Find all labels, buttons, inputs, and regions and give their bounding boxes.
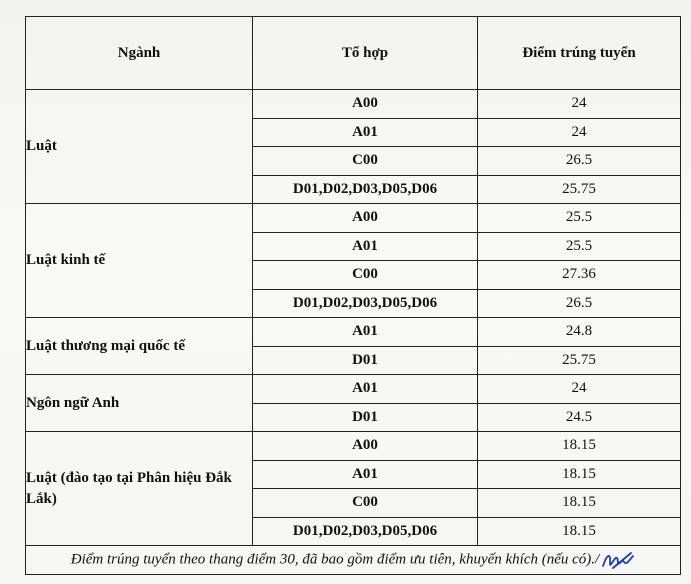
combo-cell: A00 — [253, 432, 478, 461]
table-row — [26, 375, 681, 404]
signature-mark-icon — [601, 550, 635, 570]
score-cell: 18.15 — [478, 460, 681, 489]
combo-cell: D01,D02,D03,D05,D06 — [253, 289, 478, 318]
combo-cell: A01 — [253, 232, 478, 261]
score-cell: 25.5 — [478, 204, 681, 233]
major-cell: Luật — [26, 90, 253, 204]
combo-cell: C00 — [253, 489, 478, 518]
major-cell: Luật (đào tạo tại Phân hiệu Đắk Lắk) — [26, 432, 253, 546]
combo-cell: C00 — [253, 147, 478, 176]
combo-cell: A00 — [253, 90, 478, 119]
major-cell: Ngôn ngữ Anh — [26, 375, 253, 432]
score-cell: 26.5 — [478, 147, 681, 176]
header-combo: Tổ hợp — [253, 17, 478, 90]
admission-score-table — [25, 16, 681, 575]
combo-cell: D01,D02,D03,D05,D06 — [253, 175, 478, 204]
combo-cell: C00 — [253, 261, 478, 290]
combo-cell: D01 — [253, 346, 478, 375]
combo-cell: A01 — [253, 118, 478, 147]
footnote-row — [26, 546, 681, 575]
score-cell: 26.5 — [478, 289, 681, 318]
header-major: Ngành — [26, 17, 253, 90]
table-body — [26, 90, 681, 575]
score-cell: 25.75 — [478, 175, 681, 204]
major-cell: Luật thương mại quốc tế — [26, 318, 253, 375]
footnote-text: Điểm trúng tuyển theo thang điểm 30, đã bao gồm điểm ưu tiên, khuyến khích (nếu có)./ — [70, 551, 600, 568]
score-cell: 18.15 — [478, 517, 681, 546]
combo-cell: A00 — [253, 204, 478, 233]
table-header-row — [26, 17, 681, 90]
major-cell: Luật kinh tế — [26, 204, 253, 318]
footnote-cell — [26, 546, 681, 575]
table-row — [26, 318, 681, 347]
table-row — [26, 90, 681, 119]
table-row — [26, 432, 681, 461]
combo-cell: A01 — [253, 460, 478, 489]
score-cell: 18.15 — [478, 432, 681, 461]
score-cell: 24 — [478, 375, 681, 404]
header-score: Điểm trúng tuyển — [478, 17, 681, 90]
score-cell: 24.5 — [478, 403, 681, 432]
combo-cell: D01 — [253, 403, 478, 432]
combo-cell: D01,D02,D03,D05,D06 — [253, 517, 478, 546]
table-row — [26, 204, 681, 233]
score-cell: 25.5 — [478, 232, 681, 261]
combo-cell: A01 — [253, 375, 478, 404]
score-cell: 24 — [478, 90, 681, 119]
score-cell: 24.8 — [478, 318, 681, 347]
score-cell: 27.36 — [478, 261, 681, 290]
combo-cell: A01 — [253, 318, 478, 347]
score-cell: 24 — [478, 118, 681, 147]
score-cell: 25.75 — [478, 346, 681, 375]
score-cell: 18.15 — [478, 489, 681, 518]
